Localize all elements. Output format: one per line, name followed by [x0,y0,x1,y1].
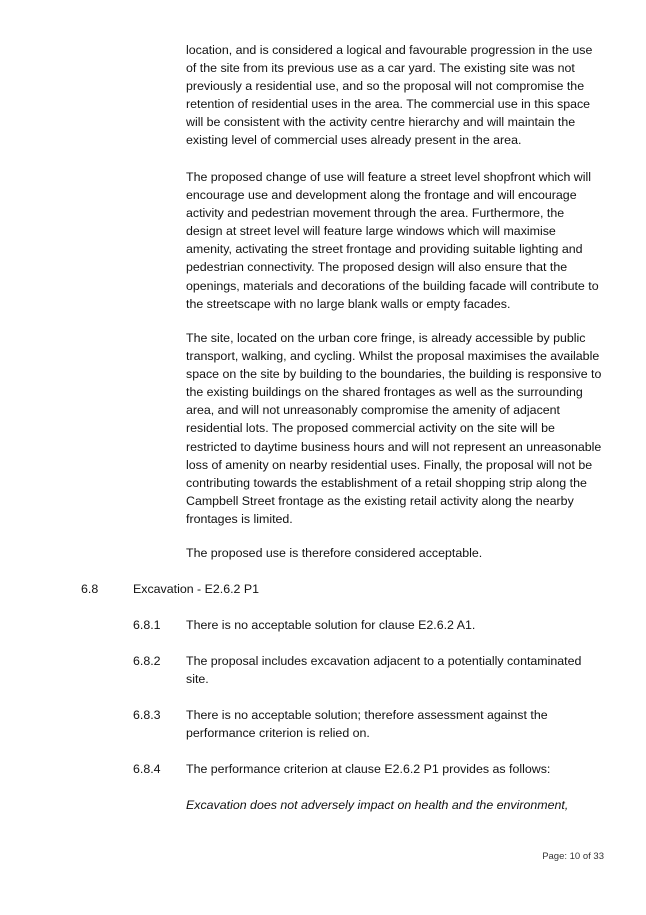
subsection-text: The performance criterion at clause E2.6.2 P1 provides as follows: [186,762,551,776]
page-number: Page: 10 of 33 [542,851,604,862]
section-heading [81,580,601,598]
body-paragraph: The proposed use is therefore considered acceptable. [186,546,483,560]
quoted-criterion: Excavation does not adversely impact on health and the environment, [186,798,569,812]
subsection-number: 6.8.2 [133,654,161,668]
subsection-text: The proposal includes excavation adjacent to a potentially contaminated site. [186,654,582,687]
subsection-number: 6.8.1 [133,618,161,632]
subsection-text: There is no acceptable solution for clause E2.6.2 A1. [186,618,476,632]
body-paragraph: location, and is considered a logical and favourable progression in the use of the site from its previous use as a car yard. The existing site was not previously a residential use, and so the proposal will not compromise the retention of residential uses in the area. The commercial use in this space will be consistent with the activity centre hierarchy and will maintain the existing level of commercial uses already present in the area. [186,43,593,148]
body-paragraph: The proposed change of use will feature a street level shopfront which will encourage use and development along the frontage and will encourage activity and pedestrian movement through the area. Furthermore, the design at street level will feature large windows which will maximise amenity, activating the street frontage and providing suitable lighting and pedestrian connectivity. The proposed design will also ensure that the openings, materials and decorations of the building facade will contribute to the streetscape with no large blank walls or empty facades. [186,170,599,311]
section-title: Excavation - E2.6.2 P1 [133,582,260,596]
body-paragraph: The site, located on the urban core fringe, is already accessible by public transport, walking, and cycling. Whilst the proposal maximises the available space on the site by building to the boundaries, the building is responsive to the existing buildings on the shared frontages as well as the surrounding area, and will not unreasonably compromise the amenity of adjacent residential lots. The proposed commercial activity on the site will be restricted to daytime business hours and will not represent an unreasonable loss of amenity on nearby residential uses. Finally, the proposal will not be contributing towards the establishment of a retail shopping strip along the Campbell Street frontage as the existing retail activity along the nearby frontages is limited. [186,331,602,526]
subsection-number: 6.8.3 [133,708,161,722]
subsection-text: There is no acceptable solution; therefore assessment against the performance criterion is relied on. [186,708,548,741]
section-number: 6.8 [81,582,99,596]
subsection-number: 6.8.4 [133,762,161,776]
